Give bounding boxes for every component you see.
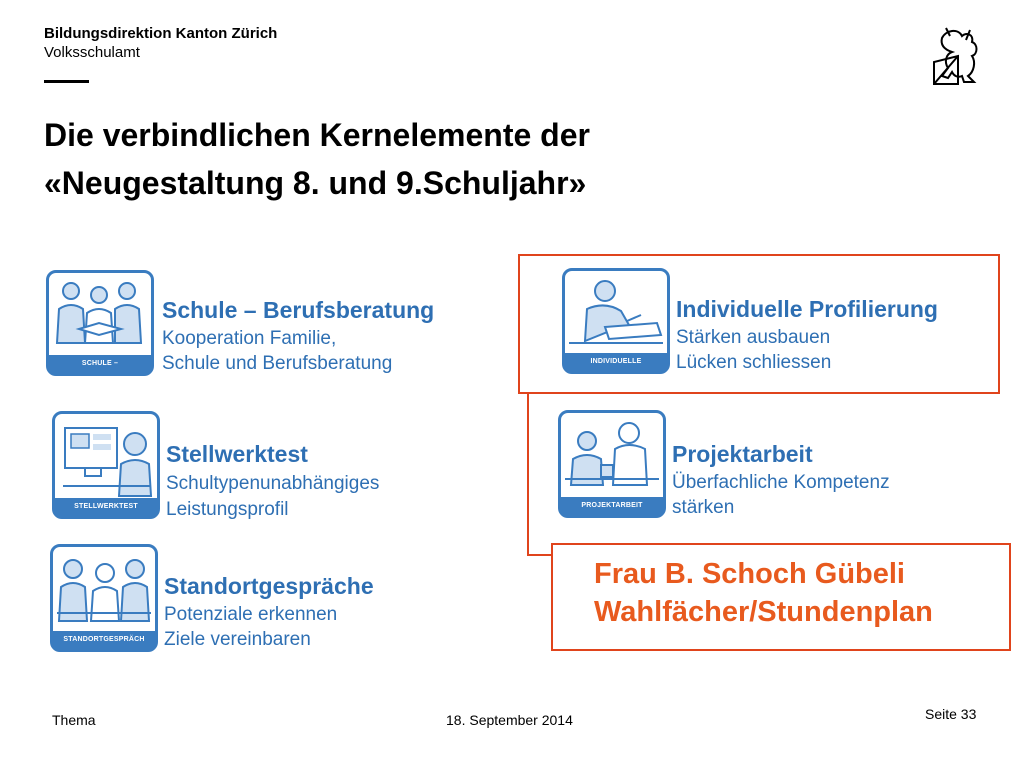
footer-topic: Thema bbox=[52, 712, 96, 728]
schule-berufsberatung-caption: SCHULE – BERUFSBERATUNG bbox=[49, 355, 151, 373]
footer-page-number: Seite 33 bbox=[925, 706, 977, 722]
header-rule bbox=[44, 80, 89, 83]
schule-berufsberatung-icon bbox=[46, 270, 154, 385]
highlight-connector bbox=[527, 392, 553, 556]
projektarbeit-icon bbox=[558, 410, 666, 518]
schule-berufsberatung-heading: Schule – Berufsberatung bbox=[162, 297, 435, 323]
zurich-lion-coat-of-arms-icon bbox=[928, 26, 984, 88]
individuelle-profilierung-icon bbox=[562, 268, 670, 383]
stellwerktest-line-2: Leistungsprofil bbox=[166, 499, 289, 520]
individuelle-profilierung-line-2: Lücken schliessen bbox=[676, 352, 832, 373]
page-title-line-1: Die verbindlichen Kernelemente der bbox=[44, 117, 590, 153]
organization-name: Bildungsdirektion Kanton Zürich bbox=[44, 25, 278, 42]
stellwerktest-heading: Stellwerktest bbox=[166, 441, 308, 467]
standortgespraeche-caption: STANDORTGESPRÄCH bbox=[53, 631, 155, 649]
schule-berufsberatung-line-1: Kooperation Familie, bbox=[162, 328, 337, 349]
standortgespraeche-icon bbox=[50, 544, 158, 652]
projektarbeit-line-1: Überfachliche Kompetenz bbox=[672, 472, 890, 493]
stellwerktest-caption: STELLWERKTEST bbox=[55, 498, 157, 516]
projektarbeit-line-2: stärken bbox=[672, 497, 735, 518]
individuelle-profilierung-line-1: Stärken ausbauen bbox=[676, 327, 831, 348]
standortgespraeche-line-2: Ziele vereinbaren bbox=[164, 629, 311, 650]
stellwerktest-line-1: Schultypenunabhängiges bbox=[166, 473, 380, 494]
schule-berufsberatung-line-2: Schule und Berufsberatung bbox=[162, 353, 393, 374]
standortgespraeche-line-1: Potenziale erkennen bbox=[164, 604, 338, 625]
footer-date: 18. September 2014 bbox=[446, 712, 573, 728]
department-name: Volksschulamt bbox=[44, 44, 140, 61]
standortgespraeche-heading: Standortgespräche bbox=[164, 573, 374, 599]
stellwerktest-icon bbox=[52, 411, 160, 519]
projektarbeit-heading: Projektarbeit bbox=[672, 441, 813, 467]
contact-note-line-1: Frau B. Schoch Gübeli bbox=[594, 558, 905, 590]
contact-note-line-2: Wahlfächer/Stundenplan bbox=[594, 596, 933, 628]
page-title-line-2: «Neugestaltung 8. und 9.Schuljahr» bbox=[44, 165, 587, 201]
projektarbeit-caption: PROJEKTARBEIT bbox=[561, 497, 663, 515]
individuelle-profilierung-caption: INDIVIDUELLE PROFILIERUNG bbox=[565, 353, 667, 371]
individuelle-profilierung-heading: Individuelle Profilierung bbox=[676, 296, 938, 322]
